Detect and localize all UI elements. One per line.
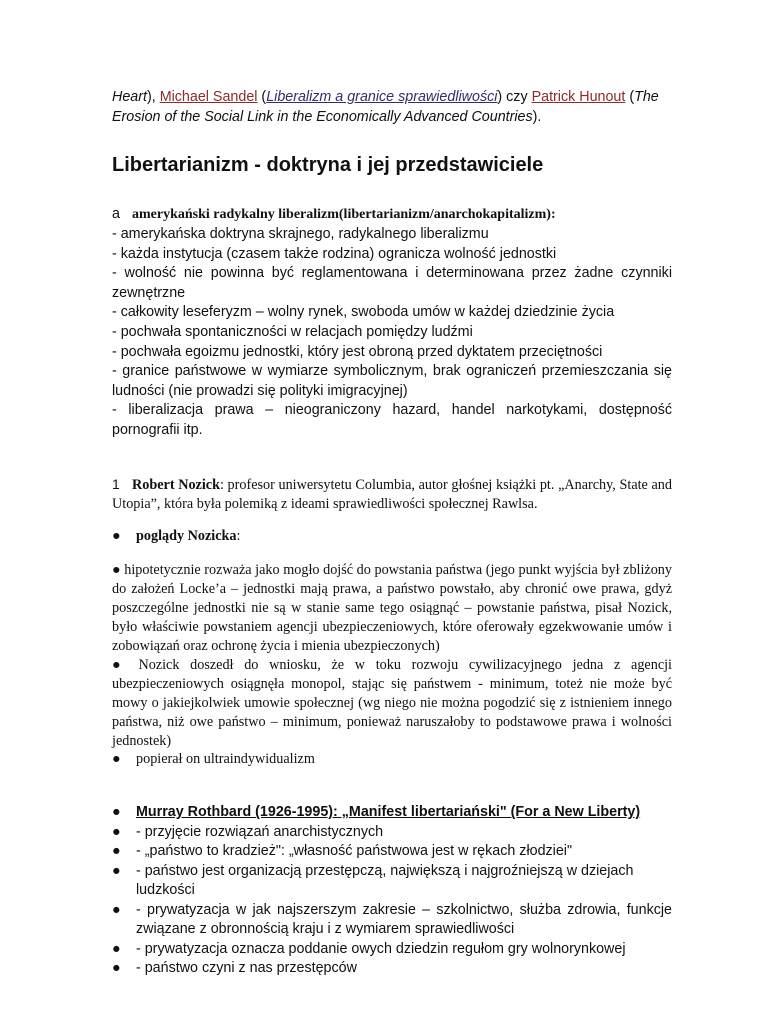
bullet-icon: ● bbox=[112, 528, 121, 545]
text: ). bbox=[532, 108, 542, 125]
list-item: ● Nozick doszedł do wniosku, że w toku rozwoju cywilizacyjnego jedna z agencji ubezpieczeniowych osiągnęła monopol, stając się państwem - minimum, toteż nie może być mowy o jakiejkolwiek umowie społecznej (wg niego nie można pogodzić się z istnieniem innego państwa, niż owe państwo – minimum, ponieważ naruszałoby to podstawowe prawa i wolności jednostek) bbox=[112, 656, 672, 749]
bullet-icon: ● bbox=[112, 843, 121, 860]
rothbard-list bbox=[112, 803, 672, 1009]
nozick-description: : profesor uniwersytetu Columbia, autor głośnej książki pt. „Anarchy, State and Utopia”, która była polemiką z ideami sprawiedliwości społecznej Rawlsa. bbox=[112, 476, 672, 512]
list-item: - pochwała spontaniczności w relacjach pomiędzy ludźmi bbox=[112, 324, 473, 341]
list-item bbox=[112, 940, 672, 960]
text: ( bbox=[257, 89, 267, 105]
link-liberalizm-a-granice[interactable]: Liberalizm a granice sprawiedliwości bbox=[266, 89, 498, 105]
list-item bbox=[112, 750, 672, 769]
section-heading: Libertarianizm - doktryna i jej przedstawiciele bbox=[112, 154, 544, 177]
rothbard-title: Murray Rothbard (1926-1995): „Manifest libertariański" (For a New Liberty) bbox=[136, 804, 641, 821]
text: - „państwo to kradzież": „własność państwowa jest w rękach złodziei" bbox=[136, 843, 573, 860]
list-item: - wolność nie powinna być reglamentowana i determinowana przez żadne czynniki zewnętrzne bbox=[112, 265, 672, 301]
list-item: - liberalizacja prawa – nieograniczony hazard, handel narkotykami, dostępność pornografii itp. bbox=[112, 402, 672, 439]
text: - państwo czyni z nas przestępców bbox=[136, 960, 357, 977]
link-michael-sandel[interactable]: Michael Sandel bbox=[159, 89, 258, 105]
list-marker: a bbox=[112, 206, 120, 223]
list-item bbox=[112, 901, 672, 940]
list-item: ● hipotetycznie rozważa jako mogło dojść do powstania państwa (jego punkt wyjścia był zbliżony do założeń Locke’a – jednostki mają prawa, a państwo powstało, aby chronić owe prawa, gdyż poszczególne jednostki nie są w stanie same tego osiągnąć – powstanie państwa, pisał Nozick, było właściwie powstaniem agencji ubezpieczeniowych, które oferowały egzekwowanie umów i zobowiązań oraz ochronę życia i mienia ubezpieczonych) bbox=[112, 562, 672, 654]
list-item: - granice państwowe w wymiarze symbolicznym, brak ograniczeń przemieszczania się ludności (nie prowadzi się polityki imigracyjnej) bbox=[112, 363, 672, 399]
nozick-points bbox=[112, 561, 672, 769]
bullet-icon: ● bbox=[112, 804, 121, 821]
book-title: The Erosion of the Social Link in the Economically Advanced Countries bbox=[112, 89, 659, 125]
bullet-icon: ● bbox=[112, 901, 121, 918]
text: popierał on ultraindywidualizm bbox=[136, 751, 315, 768]
bullet-icon: ● bbox=[112, 751, 121, 768]
list-item bbox=[112, 803, 672, 823]
views-title: poglądy Nozicka bbox=[136, 528, 237, 545]
text: - państwo jest organizacją przestępczą, największą i najgroźniejszą w dziejach ludzkości bbox=[136, 862, 634, 899]
bullet-icon: ● bbox=[112, 940, 121, 957]
list-item bbox=[112, 823, 672, 843]
list-item bbox=[112, 959, 672, 979]
bullet-icon: ● bbox=[112, 823, 121, 840]
list-item bbox=[112, 862, 672, 901]
list-marker: 1 bbox=[112, 475, 120, 492]
bullet-icon: ● bbox=[112, 862, 121, 879]
list-item: - pochwała egoizmu jednostki, który jest obroną przed dyktatem przeciętności bbox=[112, 343, 603, 360]
section-a-title bbox=[112, 205, 672, 225]
text: ) czy bbox=[497, 89, 532, 105]
text: - prywatyzacja w jak najszerszym zakresie – szkolnictwo, służba zdrowia, funkcje związane z obronnością kraju i z wymiarem sprawiedliwości bbox=[136, 901, 672, 938]
section-a bbox=[112, 205, 672, 440]
text: ), bbox=[146, 89, 160, 105]
bullet-icon: ● bbox=[112, 960, 121, 977]
list-item: - każda instytucja (czasem także rodzina) ogranicza wolność jednostki bbox=[112, 245, 557, 262]
list-item: - całkowity leseferyzm – wolny rynek, swoboda umów w każdej dziedzinie życia bbox=[112, 304, 615, 321]
text: - przyjęcie rozwiązań anarchistycznych bbox=[136, 823, 384, 840]
nozick-intro bbox=[112, 475, 672, 514]
text: ( bbox=[625, 89, 635, 105]
section-a-title-text: amerykański radykalny liberalizm(libertarianizm/anarchokapitalizm): bbox=[132, 207, 556, 223]
intro-paragraph bbox=[112, 88, 672, 127]
list-item: - amerykańska doktryna skrajnego, radykalnego liberalizmu bbox=[112, 226, 489, 243]
link-patrick-hunout[interactable]: Patrick Hunout bbox=[531, 89, 626, 105]
list-item bbox=[112, 842, 672, 862]
intro-book-fragment: Heart bbox=[112, 89, 147, 105]
heading-block bbox=[112, 153, 672, 177]
text: - prywatyzacja oznacza poddanie owych dziedzin regułom gry wolnorynkowej bbox=[136, 940, 626, 957]
nozick-views-heading bbox=[112, 527, 672, 546]
text: : bbox=[236, 528, 241, 545]
nozick-name: Robert Nozick bbox=[132, 476, 220, 493]
